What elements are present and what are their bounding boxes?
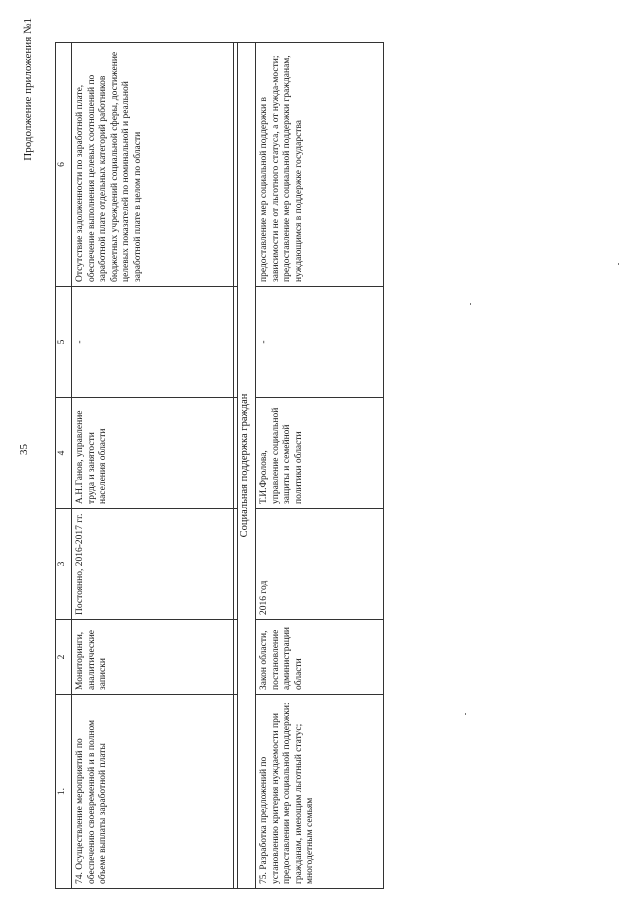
header-col-6: 6 [56,43,72,287]
responsible-cell: Т.И.Фролова, управление социальной защиты и семейной политики области [256,398,384,509]
scan-speck [618,263,619,265]
result-cell: Отсутствие задолженности по заработной плате, обеспечение выполнения целевых соотношений по заработной плате отдельных категорий работников бюджетных учреждений социальной сферы, достижение целевых показателей по номинальной и реальной заработной плате в целом по области [72,43,234,287]
scan-speck [465,713,466,715]
header-col-3: 3 [56,509,72,620]
table-row [72,43,234,889]
deadline-cell: 2016 год [256,509,384,620]
header-row [56,43,72,889]
table-row [256,43,384,889]
header-col-1: 1. [56,695,72,889]
responsible-cell: А.Н.Ганов, управление труда и занятости населения области [72,398,234,509]
page-heading: Продолжение приложения №1 [22,18,34,161]
measures-table [55,42,384,889]
form-cell: Закон области, постановление администрации области [256,620,384,695]
section-title: Социальная поддержка граждан [238,43,256,889]
page-number: 35 [18,444,30,455]
header-col-5: 5 [56,287,72,398]
funding-cell: - [72,287,234,398]
form-cell: Мониторинги, аналитические записки [72,620,234,695]
measure-cell: 74. Осуществление мероприятий по обеспечению своевременной и в полном объеме выплаты заработной платы [72,695,234,889]
header-col-4: 4 [56,398,72,509]
deadline-cell: Постоянно, 2016-2017 гг. [72,509,234,620]
section-header-row [238,43,256,889]
funding-cell: - [256,287,384,398]
header-col-2: 2 [56,620,72,695]
scan-speck [470,303,471,305]
measure-cell: 75. Разработка предложений по установлению критерия нуждаемости при предоставлении мер социальной поддержки: гражданам, имеющим льготный статус; многодетным семьям [256,695,384,889]
result-cell: предоставление мер социальной поддержки в зависимости не от льготного статуса, а от нужда-мости; предоставление мер социальной поддержки гражданам, нуждающимся в поддержке государства [256,43,384,287]
